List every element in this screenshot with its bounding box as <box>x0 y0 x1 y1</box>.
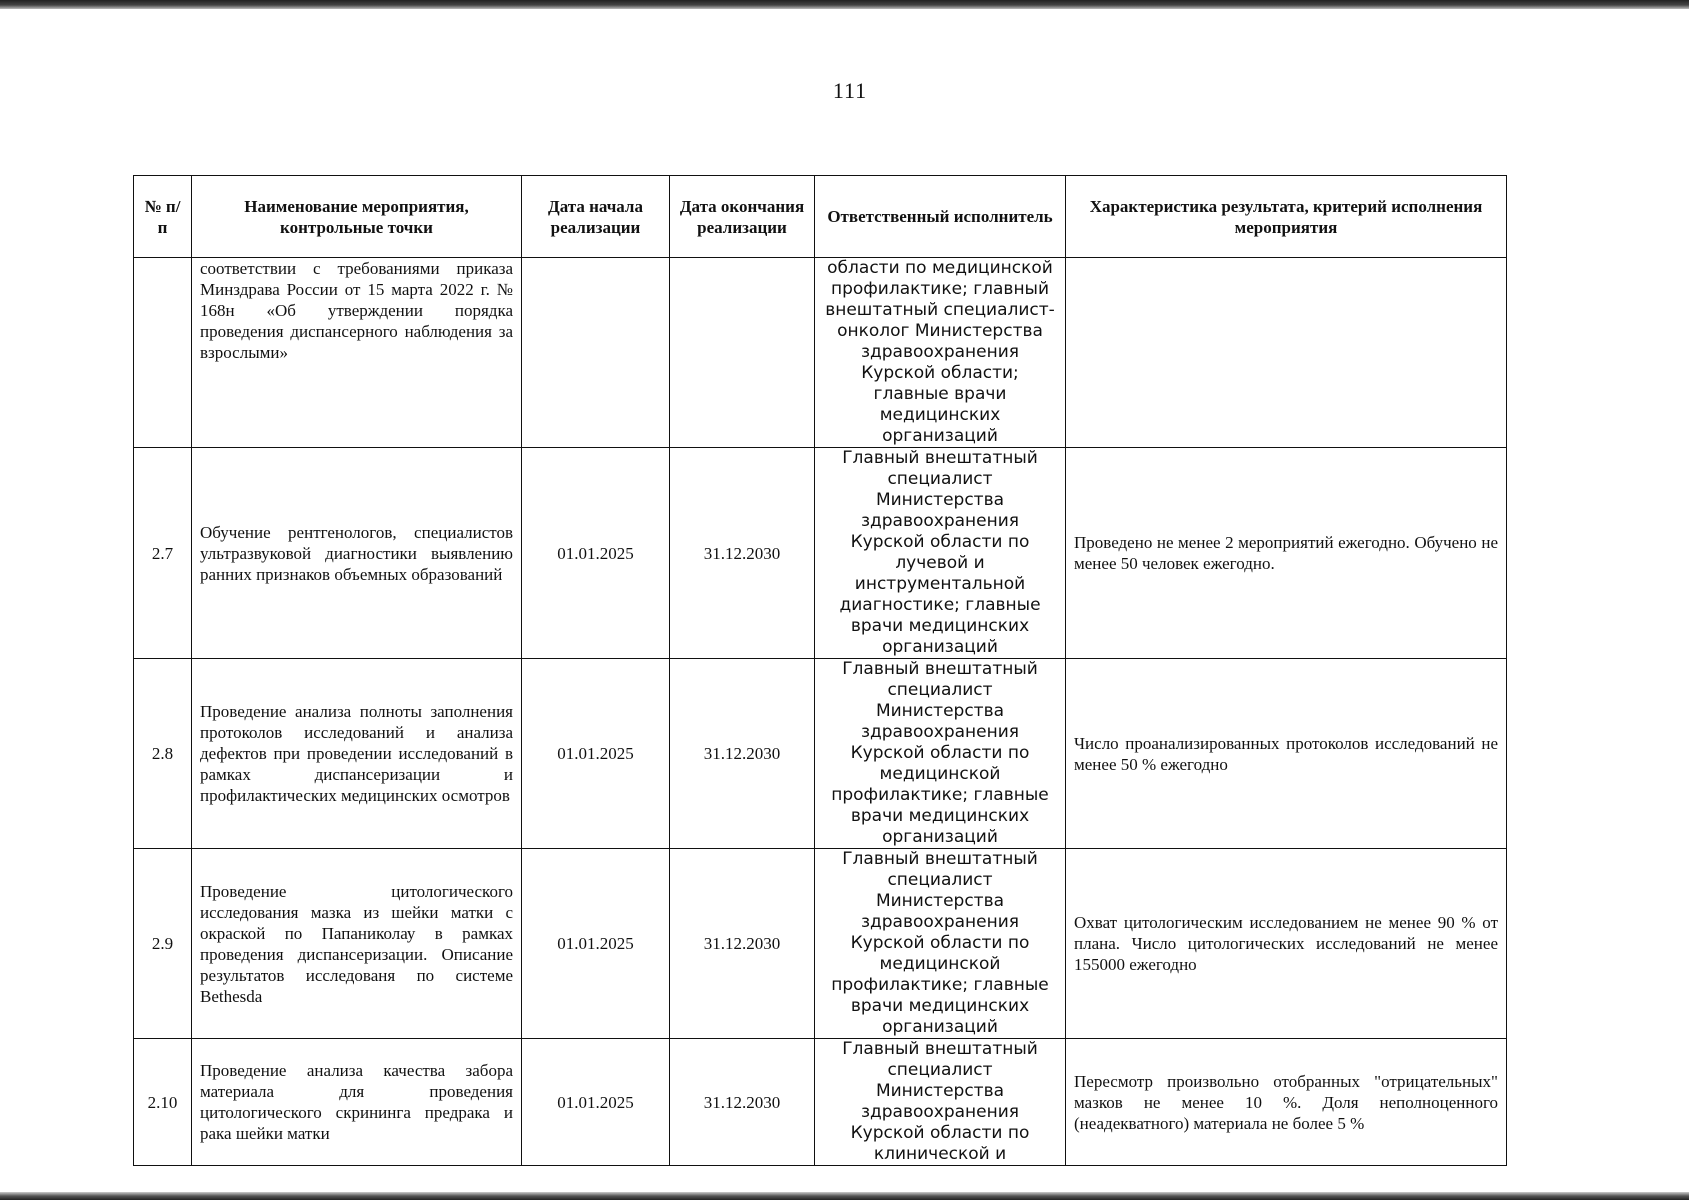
row-num: 2.10 <box>134 1039 192 1166</box>
header-responsible: Ответственный исполнитель <box>815 176 1066 258</box>
scan-edge-bottom <box>0 1192 1689 1200</box>
row-result <box>1066 258 1507 448</box>
row-responsible: Главный внештатный специалист Министерства здравоохранения Курской области по медицинской профилактике; главные врачи медицинских организаций <box>815 659 1066 849</box>
row-num <box>134 258 192 448</box>
row-num: 2.8 <box>134 659 192 849</box>
page-number: 111 <box>832 78 868 103</box>
row-start-date: 01.01.2025 <box>522 448 670 659</box>
scan-edge-top <box>0 0 1689 9</box>
row-name: соответствии с требованиями приказа Минздрава России от 15 марта 2022 г. № 168н «Об утверждении порядка проведения диспансерного наблюдения за взрослыми» <box>192 258 522 448</box>
row-result: Число проанализированных протоколов исследований не менее 50 % ежегодно <box>1066 659 1507 849</box>
row-result: Проведено не менее 2 мероприятий ежегодно. Обучено не менее 50 человек ежегодно. <box>1066 448 1507 659</box>
row-start-date: 01.01.2025 <box>522 849 670 1039</box>
row-name: Обучение рентгенологов, специалистов ультразвуковой диагностики выявлению ранних признаков объемных образований <box>192 448 522 659</box>
row-start-date: 01.01.2025 <box>522 659 670 849</box>
row-responsible: Главный внештатный специалист Министерства здравоохранения Курской области по лучевой и инструментальной диагностике; главные врачи медицинских организаций <box>815 448 1066 659</box>
row-start-date <box>522 258 670 448</box>
row-end-date: 31.12.2030 <box>670 1039 815 1166</box>
table-row <box>134 659 1507 849</box>
header-num: № п/п <box>134 176 192 258</box>
header-name: Наименование мероприятия, контрольные точки <box>192 176 522 258</box>
row-end-date: 31.12.2030 <box>670 448 815 659</box>
row-responsible: области по медицинской профилактике; главный внештатный специалист-онколог Министерства здравоохранения Курской области; главные врачи медицинских организаций <box>815 258 1066 448</box>
row-name: Проведение анализа качества забора материала для проведения цитологического скрининга предрака и рака шейки матки <box>192 1039 522 1166</box>
table-row <box>134 448 1507 659</box>
table-row <box>134 258 1507 448</box>
row-name: Проведение анализа полноты заполнения протоколов исследований и анализа дефектов при проведении исследований в рамках диспансеризации и профилактических медицинских осмотров <box>192 659 522 849</box>
row-num: 2.7 <box>134 448 192 659</box>
row-end-date: 31.12.2030 <box>670 849 815 1039</box>
activities-table <box>133 175 1507 1166</box>
row-result: Охват цитологическим исследованием не менее 90 % от плана. Число цитологических исследований не менее 155000 ежегодно <box>1066 849 1507 1039</box>
table-row <box>134 1039 1507 1166</box>
row-responsible: Главный внештатный специалист Министерства здравоохранения Курской области по клинической и <box>815 1039 1066 1166</box>
row-result: Пересмотр произвольно отобранных "отрицательных" мазков не менее 10 %. Доля неполноценного (неадекватного) материала не более 5 % <box>1066 1039 1507 1166</box>
row-responsible: Главный внештатный специалист Министерства здравоохранения Курской области по медицинской профилактике; главные врачи медицинских организаций <box>815 849 1066 1039</box>
header-result: Характеристика результата, критерий исполнения мероприятия <box>1066 176 1507 258</box>
row-start-date: 01.01.2025 <box>522 1039 670 1166</box>
header-start-date: Дата начала реализации <box>522 176 670 258</box>
table-header-row <box>134 176 1507 258</box>
row-end-date: 31.12.2030 <box>670 659 815 849</box>
row-num: 2.9 <box>134 849 192 1039</box>
row-end-date <box>670 258 815 448</box>
row-name: Проведение цитологического исследования мазка из шейки матки с окраской по Папаниколау в рамках проведения диспансеризации. Описание результатов исследованя по системе Bethesda <box>192 849 522 1039</box>
header-end-date: Дата окончания реализации <box>670 176 815 258</box>
table-row <box>134 849 1507 1039</box>
